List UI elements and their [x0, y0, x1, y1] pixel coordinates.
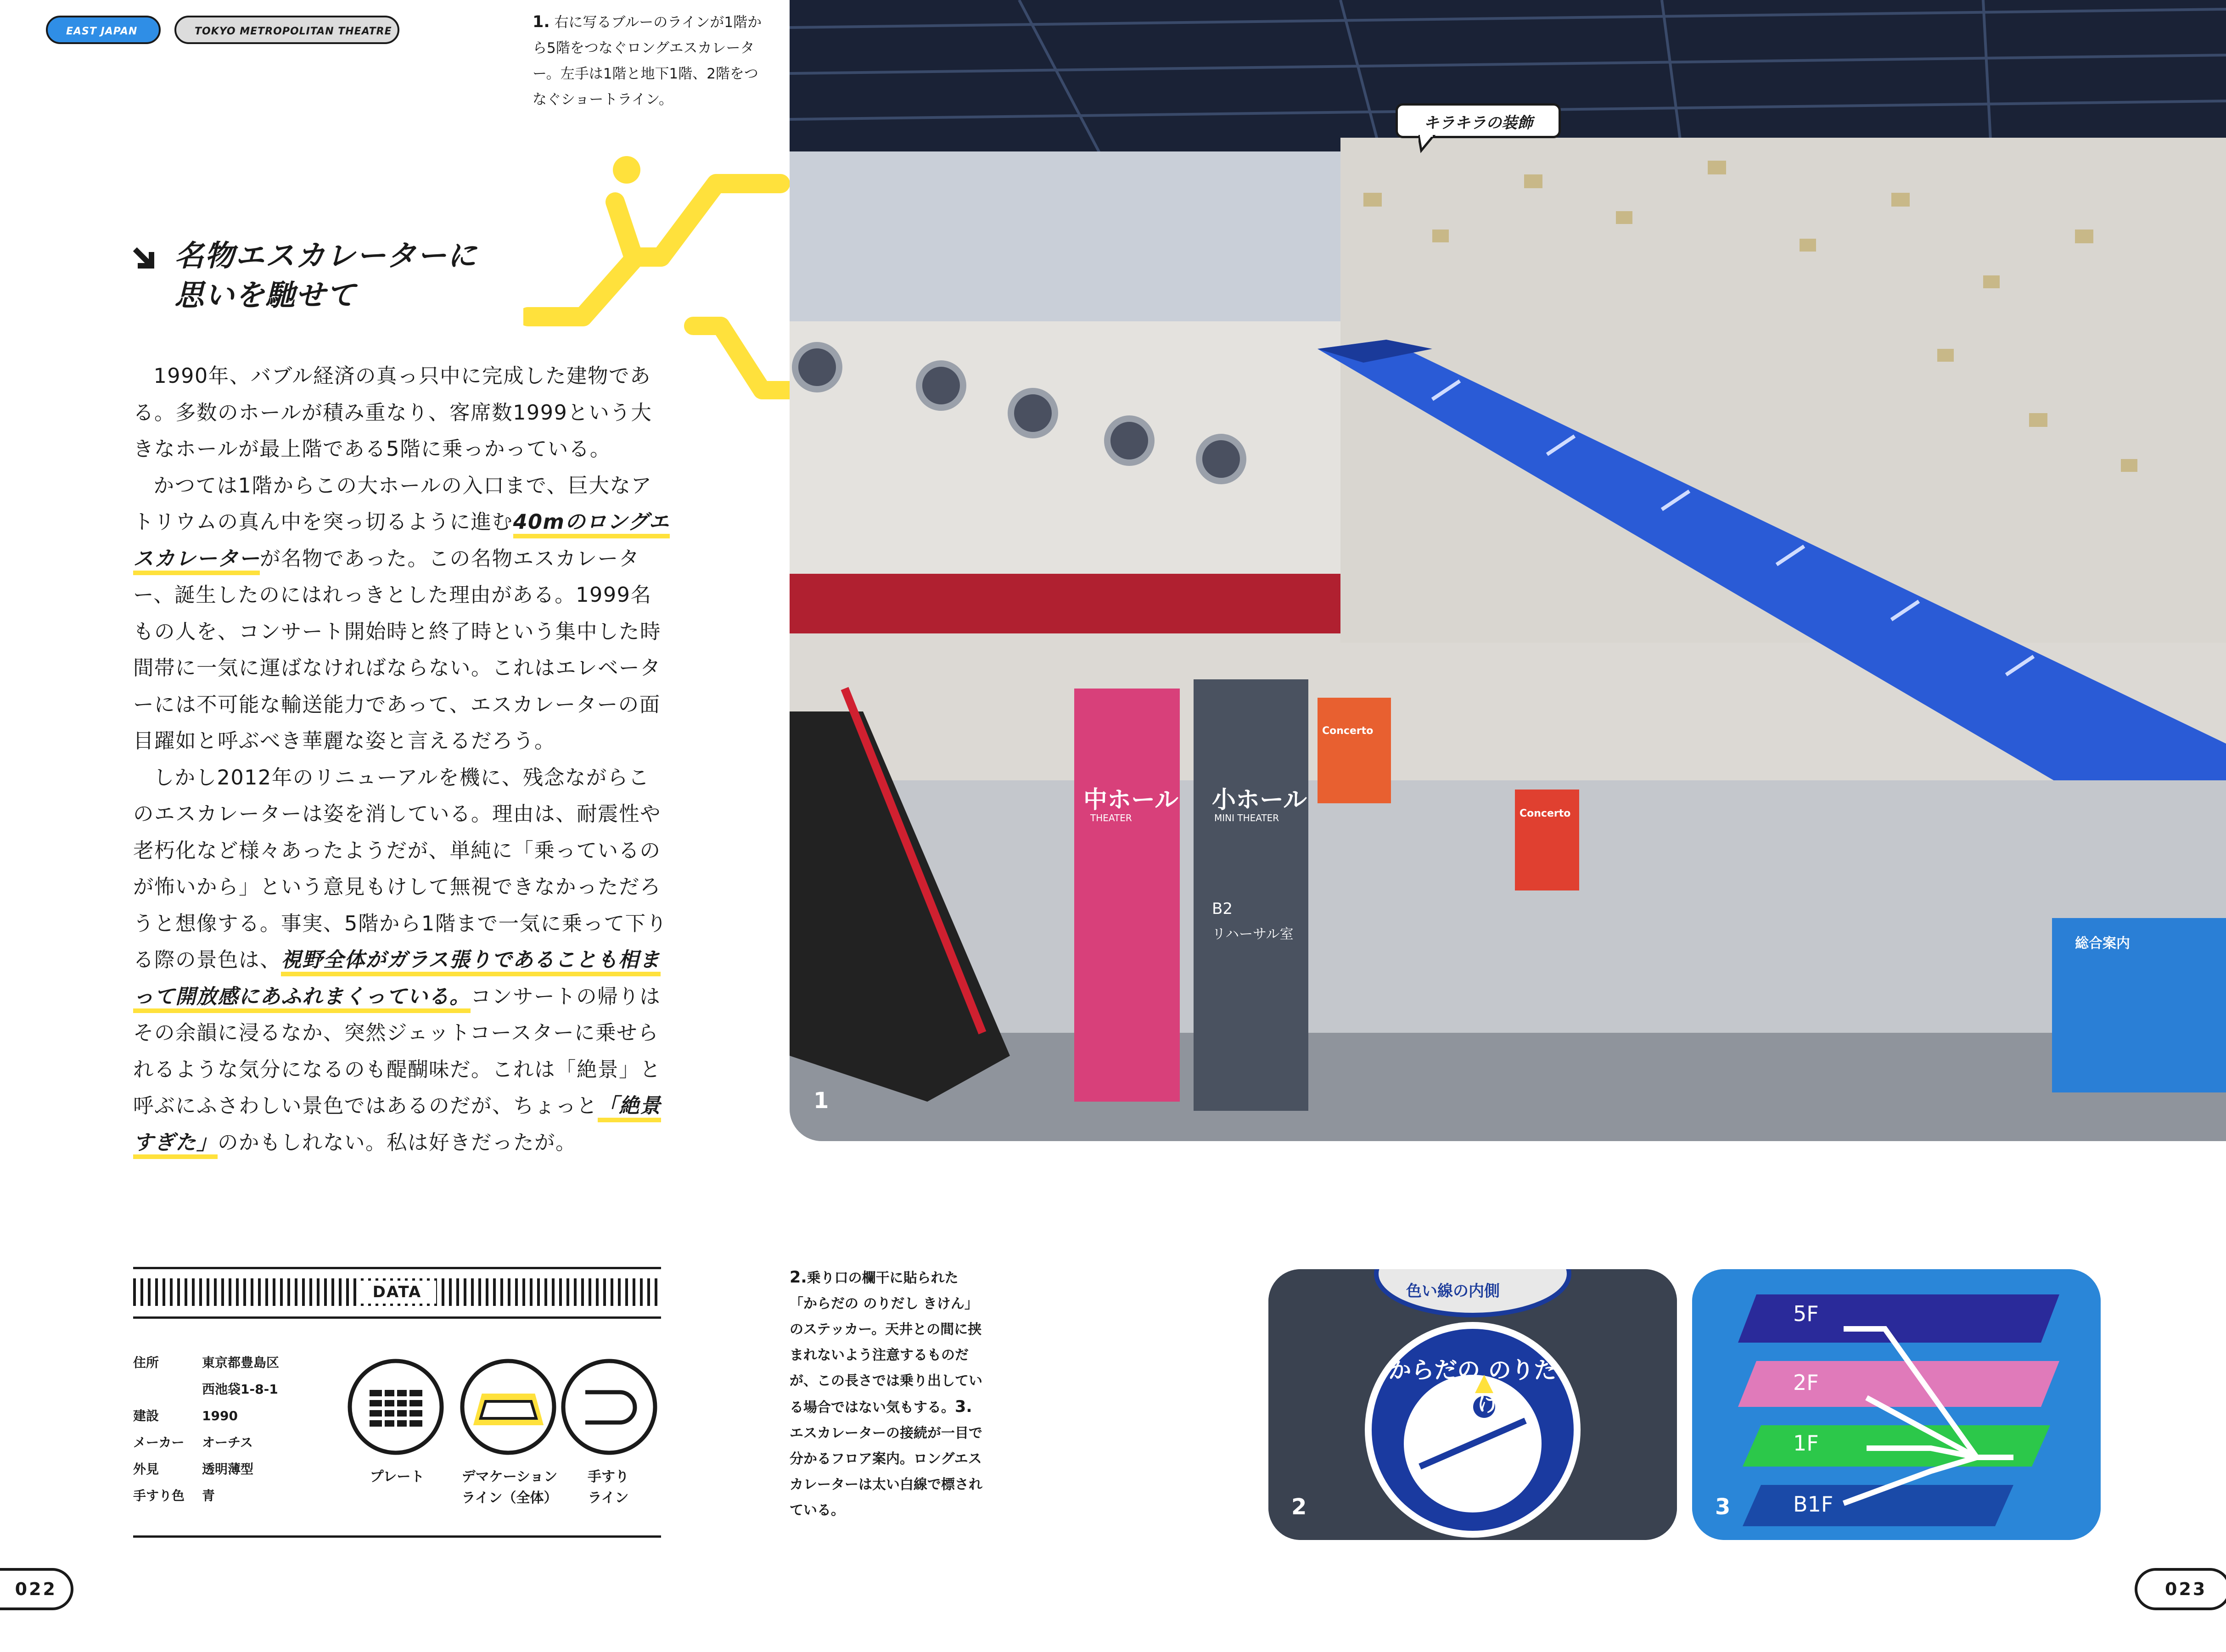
spec-row: メーカー オーチス — [133, 1435, 253, 1450]
sign-middle-hall-en: THEATER — [1090, 812, 1132, 823]
article-body — [133, 358, 670, 1161]
sign-concerto-1: Concerto — [1322, 725, 1374, 737]
floor-2f: 2F — [1793, 1370, 1819, 1395]
data-spec-list — [133, 1350, 279, 1509]
paragraph — [133, 760, 670, 1161]
spec-row: 外見 透明薄型 — [133, 1462, 254, 1477]
icon-label-plate: プレート — [370, 1469, 425, 1485]
text-run: が名物であった。この名物エスカレーター、誕生したのにはれっきとした理由がある。1999名もの人を、コンサート開始時と終了時という集中した時間帯に一気に運ばなければならない。これはエレベーターには不可能な輸送能力であって、エスカレーターの面目躍如と呼ぶべき華麗な姿と言えるだろう。 — [133, 547, 662, 753]
icon-label-handrail: 手すり ライン — [588, 1469, 629, 1506]
sign-concerto-2: Concerto — [1520, 808, 1571, 819]
section-heading — [133, 236, 477, 315]
plate-icon — [347, 1358, 445, 1456]
spec-row: 西池袋1-8-1 — [202, 1382, 278, 1397]
handrail-line-icon — [560, 1358, 659, 1456]
data-mid-rule — [133, 1316, 661, 1319]
caption-number: 2. — [790, 1268, 807, 1287]
spec-row: 手すり色 青 — [133, 1488, 215, 1503]
floor-5f: 5F — [1793, 1301, 1819, 1326]
text-run: コンサートの帰りはその余韻に浸るなか、突然ジェットコースターに乗せられるような気分になるのも醍醐味だ。これは「絶景」と呼ぶにふさわしい景色ではあるのだが、ちょっと — [133, 985, 662, 1118]
heading-line-2: 思いを馳せて — [174, 279, 356, 313]
data-title: DATA — [358, 1281, 436, 1304]
sign-small-hall-en: MINI THEATER — [1214, 812, 1279, 823]
data-bottom-rule — [133, 1535, 661, 1538]
text-run: しかし2012年のリニューアルを機に、残念ながらこのエスカレーターは姿を消している。理由は、耐震性や老朽化など様々あったようだが、単純に「乗っているのが怖いから」という意見もけして無視できなかっただろうと想像する。事実、5階から1階まで一気に乗って下りる際の景色は、 — [133, 766, 667, 972]
highlight-long-escalator: 40mのロングエスカレーター — [133, 510, 670, 575]
caption-text: 右に写るブルーのラインが1階から5階をつなぐロングエスカレーター。左手は1階と地下1階、2階をつなぐショートライン。 — [533, 14, 762, 108]
photo-caption-2-3 — [790, 1265, 982, 1523]
floor-1f: 1F — [1793, 1431, 1819, 1456]
caption-text: エスカレーターの接続が一目で分かるフロア案内。ロングエスカレーターは太い白線で標されている。 — [790, 1425, 982, 1518]
sign-small-hall: 小ホール — [1212, 786, 1307, 814]
page-number-left: 022 — [0, 1568, 73, 1610]
photo-floor-guide — [1692, 1269, 2101, 1540]
paragraph: 1990年、バブル経済の真っ只中に完成した建物である。多数のホールが積み重なり、客席数1999という大きなホールが最上階である5階に乗っかっている。 — [133, 364, 652, 461]
sign-b2: B2 — [1212, 900, 1233, 918]
bubble-tail-icon — [1419, 135, 1437, 153]
annotation-bubble: キラキラの装飾 — [1396, 103, 1561, 138]
sign-middle-hall: 中ホール — [1083, 786, 1178, 814]
spec-row: 住所 東京都豊島区 — [133, 1355, 280, 1370]
spec-row: 建設 1990 — [133, 1408, 238, 1423]
arrow-down-right-icon — [131, 246, 157, 271]
heading-line-1: 名物エスカレーターに — [174, 239, 477, 273]
highlight-too-scenic: 「絶景すぎた」 — [133, 1094, 661, 1159]
text-run: のかもしれない。私は好きだったが。 — [218, 1131, 577, 1154]
paragraph — [133, 468, 670, 760]
highlight-glass-view: 視野全体がガラス張りであることも相まって開放感にあふれまくっている。 — [133, 948, 661, 1013]
venue-tag: TOKYO METROPOLITAN THEATRE — [174, 16, 399, 44]
photo-sticker — [1268, 1269, 1677, 1540]
floor-b1f: B1F — [1793, 1492, 1834, 1517]
sign-rehearsal: リハーサル室 — [1212, 926, 1294, 942]
data-top-rule — [133, 1267, 661, 1269]
text-run: かつては1階からこの大ホールの入口まで、巨大なアトリウムの真ん中を突っ切るように進む — [133, 474, 652, 534]
atrium-illustration — [790, 0, 2226, 1141]
sticker-top-text: 色い線の内側 — [1406, 1282, 1500, 1300]
caption-number: 3. — [955, 1398, 972, 1416]
floor-guide-illustration — [1692, 1269, 2101, 1540]
caption-number: 1. — [533, 13, 550, 31]
photo-atrium — [790, 0, 2226, 1141]
photo-caption-1 — [533, 9, 767, 112]
sticker-text: からだの のりだし きけん — [1388, 1357, 1557, 1417]
caption-text: 乗り口の欄干に貼られた「からだの のりだし きけん」のステッカー。天井との間に挟まれないよう注意するものだが、この長さでは乗り出している場合ではない気もする。 — [790, 1270, 982, 1416]
photo-number: 2 — [1291, 1494, 1307, 1520]
page-number-right: 023 — [2135, 1568, 2226, 1610]
demarcation-line-icon — [459, 1358, 558, 1456]
sign-info: 総合案内 — [2075, 935, 2130, 952]
photo-number: 1 — [813, 1088, 829, 1114]
icon-label-demarcation: デマケーション ライン（全体） — [461, 1469, 558, 1506]
photo-number: 3 — [1715, 1494, 1731, 1520]
region-tag: EAST JAPAN — [46, 16, 161, 44]
